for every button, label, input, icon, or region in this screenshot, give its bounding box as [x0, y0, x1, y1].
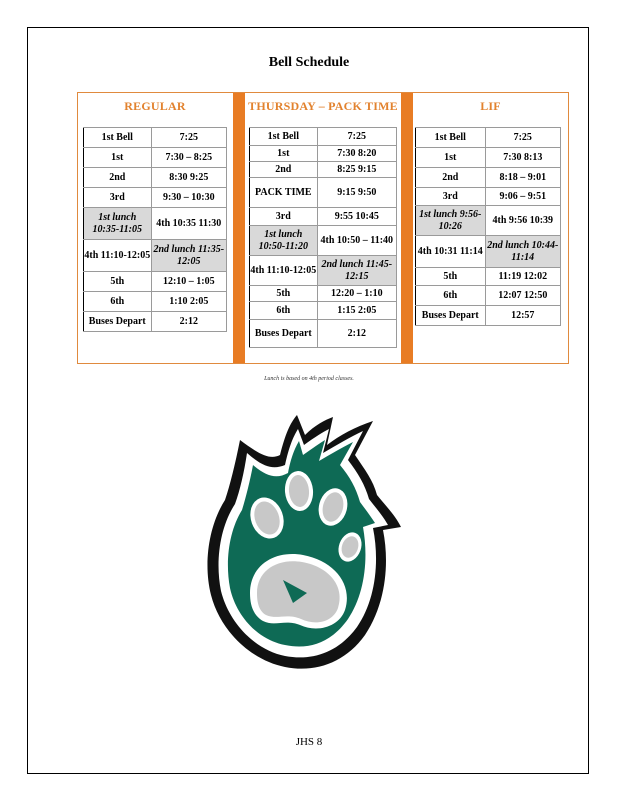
schedule-row: [84, 188, 227, 208]
period-label: 4th 11:10-12:05: [84, 240, 152, 272]
schedule-row: [416, 128, 561, 148]
period-time: 1:10 2:05: [151, 292, 226, 312]
period-label: 6th: [416, 286, 486, 306]
period-time: 2nd lunch 10:44-11:14: [485, 236, 560, 268]
schedule-row: [416, 168, 561, 188]
period-label: 3rd: [250, 208, 318, 226]
regular-title: REGULAR: [124, 99, 186, 113]
period-label: 1st lunch 10:35-11:05: [84, 208, 152, 240]
period-time: 12:57: [485, 306, 560, 326]
period-time: 2nd lunch 11:45-12:15: [317, 256, 396, 286]
lif-panel: [413, 93, 568, 119]
schedule-row: [84, 128, 227, 148]
schedule-row: [416, 236, 561, 268]
schedule-row: [250, 208, 397, 226]
period-label: Buses Depart: [416, 306, 486, 326]
period-label: 3rd: [84, 188, 152, 208]
period-label: 1st Bell: [250, 128, 318, 146]
schedule-row: [250, 302, 397, 320]
period-time: 12:07 12:50: [485, 286, 560, 306]
period-time: 12:20 – 1:10: [317, 286, 396, 302]
period-label: 4th 10:31 11:14: [416, 236, 486, 268]
period-label: 1st lunch 9:56-10:26: [416, 206, 486, 236]
bell-schedule-box: [77, 92, 569, 364]
period-label: 2nd: [250, 162, 318, 178]
period-label: 1st Bell: [416, 128, 486, 148]
regular-table: [83, 127, 227, 332]
schedule-row: [250, 226, 397, 256]
period-time: 9:06 – 9:51: [485, 188, 560, 206]
period-time: 7:25: [151, 128, 226, 148]
period-label: 2nd: [416, 168, 486, 188]
schedule-row: [84, 292, 227, 312]
period-label: 5th: [84, 272, 152, 292]
schedule-row: [416, 206, 561, 236]
schedule-row: [250, 178, 397, 208]
period-time: 9:15 9:50: [317, 178, 396, 208]
schedule-row: [250, 146, 397, 162]
period-time: 11:19 12:02: [485, 268, 560, 286]
period-time: 7:30 8:20: [317, 146, 396, 162]
schedule-row: [84, 272, 227, 292]
period-label: 5th: [416, 268, 486, 286]
period-label: 5th: [250, 286, 318, 302]
schedule-row: [250, 286, 397, 302]
period-label: 1st: [250, 146, 318, 162]
schedule-row: [250, 162, 397, 178]
period-time: 8:18 – 9:01: [485, 168, 560, 188]
paw-logo: [205, 415, 410, 680]
period-time: 7:25: [485, 128, 560, 148]
period-label: PACK TIME: [250, 178, 318, 208]
period-time: 1:15 2:05: [317, 302, 396, 320]
schedule-row: [84, 168, 227, 188]
schedule-row: [250, 320, 397, 348]
period-time: 4th 10:35 11:30: [151, 208, 226, 240]
schedule-row: [250, 256, 397, 286]
period-time: 4th 9:56 10:39: [485, 206, 560, 236]
thursday-title: THURSDAY – PACK TIME: [248, 99, 398, 113]
orange-divider-left: [233, 93, 245, 363]
period-label: Buses Depart: [84, 312, 152, 332]
lif-table: [415, 127, 561, 326]
schedule-row: [416, 148, 561, 168]
period-time: 7:25: [317, 128, 396, 146]
period-time: 8:30 9:25: [151, 168, 226, 188]
schedule-row: [416, 268, 561, 286]
period-label: 1st: [416, 148, 486, 168]
lif-title: LIF: [480, 99, 501, 113]
schedule-row: [416, 306, 561, 326]
period-label: 3rd: [416, 188, 486, 206]
period-time: 12:10 – 1:05: [151, 272, 226, 292]
period-time: 4th 10:50 – 11:40: [317, 226, 396, 256]
period-label: 4th 11:10-12:05: [250, 256, 318, 286]
schedule-row: [84, 240, 227, 272]
period-time: 2nd lunch 11:35-12:05: [151, 240, 226, 272]
period-time: 9:30 – 10:30: [151, 188, 226, 208]
schedule-row: [416, 286, 561, 306]
period-time: 7:30 – 8:25: [151, 148, 226, 168]
lunch-note: Lunch is based on 4th period classes.: [264, 376, 354, 382]
thursday-table: [249, 127, 397, 348]
schedule-row: [84, 312, 227, 332]
period-label: 6th: [250, 302, 318, 320]
period-label: 1st lunch 10:50-11:20: [250, 226, 318, 256]
schedule-row: [84, 208, 227, 240]
period-time: 2:12: [151, 312, 226, 332]
page-title: Bell Schedule: [268, 55, 350, 70]
period-time: 9:55 10:45: [317, 208, 396, 226]
schedule-row: [250, 128, 397, 146]
regular-panel: [78, 93, 232, 119]
period-time: 7:30 8:13: [485, 148, 560, 168]
schedule-row: [416, 188, 561, 206]
thursday-panel: [245, 93, 401, 119]
period-label: 1st: [84, 148, 152, 168]
period-label: Buses Depart: [250, 320, 318, 348]
period-label: 6th: [84, 292, 152, 312]
period-time: 8:25 9:15: [317, 162, 396, 178]
schedule-row: [84, 148, 227, 168]
period-time: 2:12: [317, 320, 396, 348]
period-label: 1st Bell: [84, 128, 152, 148]
page-footer: JHS 8: [295, 736, 323, 748]
orange-divider-right: [401, 93, 413, 363]
period-label: 2nd: [84, 168, 152, 188]
